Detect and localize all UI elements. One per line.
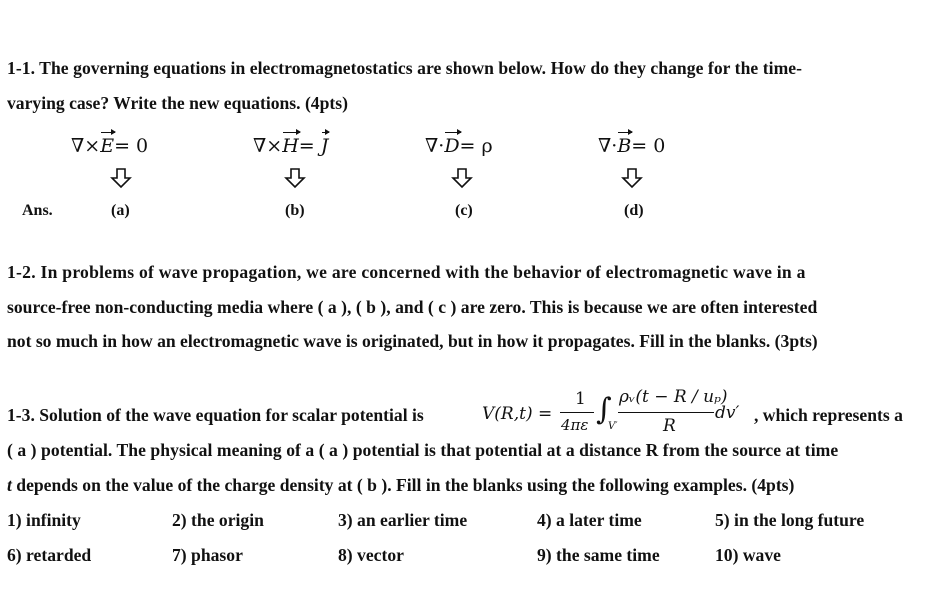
option-2: 2) the origin [172,510,264,530]
down-arrow-icon [451,167,473,189]
q3-line-3: t depends on the value of the charge density at ( b ). Fill in the blanks using the following examples. (4pts) [7,475,795,495]
formula-dv: dv′ [715,403,740,423]
answer-blank-a: (a) [111,202,130,219]
fraction-bar [618,412,714,413]
formula-numerator: ρᵥ(t − R / uₚ) [619,387,728,407]
q3-line-2: ( a ) potential. The physical meaning of a ( a ) potential is that potential at a distance R from the source at time [7,440,839,460]
q2-line-1: 1-2. In problems of wave propagation, we are concerned with the behavior of electromagnetic wave in a [7,262,806,282]
answer-blank-c: (c) [455,202,473,219]
down-arrow-icon [284,167,306,189]
formula-lhs: V(R,t) = [482,404,553,424]
q1-line-1: 1-1. The governing equations in electromagnetostatics are shown below. How do they change for the time- [7,58,803,78]
option-8: 8) vector [338,545,404,565]
answer-blank-d: (d) [624,202,644,219]
q3-line-1-start: 1-3. Solution of the wave equation for scalar potential is [7,405,424,425]
equation-div-b: ∇·B= 0 [598,135,666,157]
q1-line-2: varying case? Write the new equations. (4pts) [7,93,348,113]
option-4: 4) a later time [537,510,642,530]
answer-blank-b: (b) [285,202,305,219]
option-1: 1) infinity [7,510,81,530]
formula-one: 1 [575,389,586,409]
option-6: 6) retarded [7,545,92,565]
answer-label: Ans. [22,202,53,219]
equation-curl-e: ∇×E= 0 [71,135,149,157]
option-5: 5) in the long future [715,510,865,530]
q2-line-3: not so much in how an electromagnetic wave is originated, but in how it propagates. Fill in the blanks. (3pts) [7,331,818,351]
option-9: 9) the same time [537,545,660,565]
option-7: 7) phasor [172,545,243,565]
equation-div-d: ∇·D= ρ [425,135,493,157]
formula-four-pi-epsilon: 4πε [561,416,589,434]
formula-denominator: R [663,416,676,436]
equation-curl-h: ∇×H= J [253,135,329,157]
option-10: 10) wave [715,545,781,565]
q3-line-1-end: , which represents a [754,405,903,425]
down-arrow-icon [621,167,643,189]
retarded-potential-formula [482,383,748,438]
integral-sign: ∫ [596,392,612,427]
option-3: 3) an earlier time [338,510,468,530]
integral-domain: V′ [608,421,618,432]
fraction-bar [560,412,594,413]
down-arrow-icon [110,167,132,189]
q2-line-2: source-free non-conducting media where ( a ), ( b ), and ( c ) are zero. This is because we are often interested [7,297,818,317]
